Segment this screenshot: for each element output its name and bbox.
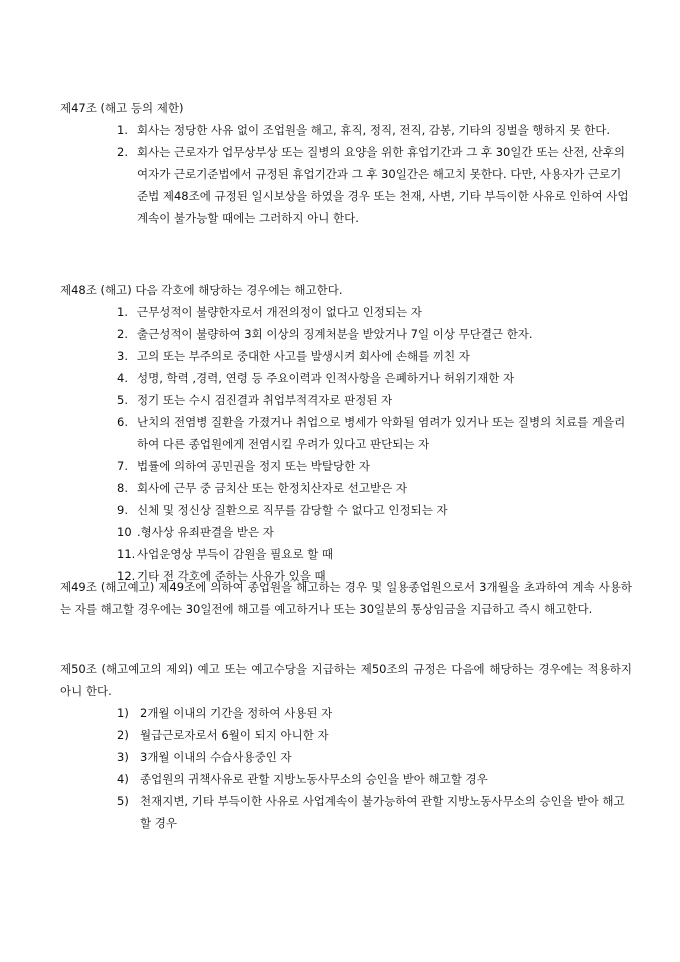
item-text: 난치의 전염병 질환을 가졌거나 취업으로 병세가 악화될 염려가 있거나 또는 질병의 치료를 게을리 하여 다른 종업원에게 전염시킬 우려가 있다고 판단되는 자 bbox=[137, 415, 626, 451]
item-text: 회사에 근무 중 금치산 또는 한정치산자로 선고받은 자 bbox=[137, 481, 407, 495]
item-text: 3개월 이내의 수습사용중인 자 bbox=[140, 750, 292, 764]
article-48-items bbox=[60, 301, 632, 587]
list-item bbox=[60, 521, 632, 543]
list-item bbox=[60, 455, 632, 477]
item-text: 회사는 정당한 사유 없이 조업원을 해고, 휴직, 정직, 전직, 감봉, 기타의 징벌을 행하지 못 한다. bbox=[137, 123, 611, 137]
item-text: 고의 또는 부주의로 중대한 사고를 발생시켜 회사에 손해를 끼친 자 bbox=[137, 349, 470, 363]
item-number: 5. bbox=[117, 393, 128, 407]
list-item bbox=[60, 477, 632, 499]
list-item bbox=[60, 543, 632, 565]
item-number: 3. bbox=[117, 349, 128, 363]
item-number: 4. bbox=[117, 371, 128, 385]
list-item bbox=[60, 389, 632, 411]
list-item bbox=[60, 119, 632, 141]
article-49 bbox=[60, 576, 632, 620]
item-number: 12. bbox=[117, 569, 136, 583]
article-50-items bbox=[60, 702, 632, 834]
article-48-heading: 제48조 (해고) 다음 각호에 해당하는 경우에는 해고한다. bbox=[60, 283, 343, 297]
article-48 bbox=[60, 279, 632, 587]
article-47-items bbox=[60, 119, 632, 229]
list-item bbox=[60, 345, 632, 367]
item-text: 천재지변, 기타 부득이한 사유로 사업계속이 불가능하여 관할 지방노동사무소의 승인을 받아 해고할 경우 bbox=[140, 794, 625, 830]
item-number: 11. bbox=[117, 547, 136, 561]
item-number: 2. bbox=[117, 145, 128, 159]
article-50-paragraph: 제50조 (해고예고의 제외) 예고 또는 예고수당을 지급하는 제50조의 규정은 다음에 해당하는 경우에는 적용하지 아니 한다. bbox=[60, 662, 632, 698]
list-item bbox=[60, 323, 632, 345]
list-item bbox=[60, 301, 632, 323]
item-number: 6. bbox=[117, 415, 128, 429]
item-text: 종업원의 귀책사유로 관할 지방노동사무소의 승인을 받아 해고할 경우 bbox=[140, 772, 488, 786]
item-text: 출근성적이 불량하여 3회 이상의 징계처분을 받았거나 7일 이상 무단결근 한자. bbox=[137, 327, 533, 341]
list-item bbox=[60, 746, 632, 768]
list-item bbox=[60, 768, 632, 790]
article-47 bbox=[60, 97, 632, 229]
item-number: 1. bbox=[117, 123, 128, 137]
list-item bbox=[60, 411, 632, 455]
article-47-heading: 제47조 (해고 등의 제한) bbox=[60, 101, 184, 115]
item-number: 3) bbox=[117, 750, 129, 764]
item-text: 회사는 근로자가 업무상부상 또는 질병의 요양을 위한 휴업기간과 그 후 30일간 또는 산전, 산후의 여자가 근로기준법에서 규정된 휴업기간과 그 후 30일간은 해고치 못한다. 다만, 사용자가 근로기준법 제48조에 규정된 일시보상을 하였을 경우 또는 천재, 사변, 기타 부득이한 사유로 인하여 사업계속이 불가능할 때에는 그러하지 아니 한다. bbox=[137, 145, 629, 225]
item-number: 9. bbox=[117, 503, 128, 517]
item-text: 법률에 의하여 공민권을 정지 또는 박탈당한 자 bbox=[137, 459, 371, 473]
item-text: 월급근로자로서 6월이 되지 아니한 자 bbox=[140, 728, 329, 742]
item-text: 2개월 이내의 기간을 정하여 사용된 자 bbox=[140, 706, 333, 720]
list-item bbox=[60, 790, 632, 834]
list-item bbox=[60, 141, 632, 229]
list-item bbox=[60, 702, 632, 724]
item-text: 근무성적이 불량한자로서 개전의정이 없다고 인정되는 자 bbox=[137, 305, 422, 319]
article-49-paragraph: 제49조 (해고예고) 제49조에 의하여 종업원을 해고하는 경우 및 일용종업원으로서 3개월을 초과하여 계속 사용하는 자를 해고할 경우에는 30일전에 해고를 예고하거나 또는 30일분의 통상임금을 지급하고 즉시 해고한다. bbox=[60, 580, 632, 616]
article-50 bbox=[60, 658, 632, 834]
item-number: 1) bbox=[117, 706, 129, 720]
item-number: 4) bbox=[117, 772, 129, 786]
item-text: .형사상 유죄판결을 받은 자 bbox=[137, 525, 274, 539]
item-number: 1. bbox=[117, 305, 128, 319]
item-number: 5) bbox=[117, 794, 129, 808]
item-number: 10 bbox=[117, 525, 132, 539]
list-item bbox=[60, 724, 632, 746]
list-item bbox=[60, 499, 632, 521]
item-text: 기타 전 각호에 준하는 사유가 있을 때 bbox=[137, 569, 326, 583]
item-text: 신체 및 정신상 질환으로 직무를 감당할 수 없다고 인정되는 자 bbox=[137, 503, 448, 517]
item-text: 사업운영상 부득이 감원을 필요로 할 때 bbox=[137, 547, 334, 561]
item-number: 2. bbox=[117, 327, 128, 341]
item-number: 7. bbox=[117, 459, 128, 473]
item-number: 8. bbox=[117, 481, 128, 495]
list-item bbox=[60, 367, 632, 389]
item-number: 2) bbox=[117, 728, 129, 742]
item-text: 정기 또는 수시 검진결과 취업부적격자로 판정된 자 bbox=[137, 393, 393, 407]
item-text: 성명, 학력 ,경력, 연령 등 주요이력과 인적사항을 은폐하거나 허위기재한 자 bbox=[137, 371, 515, 385]
